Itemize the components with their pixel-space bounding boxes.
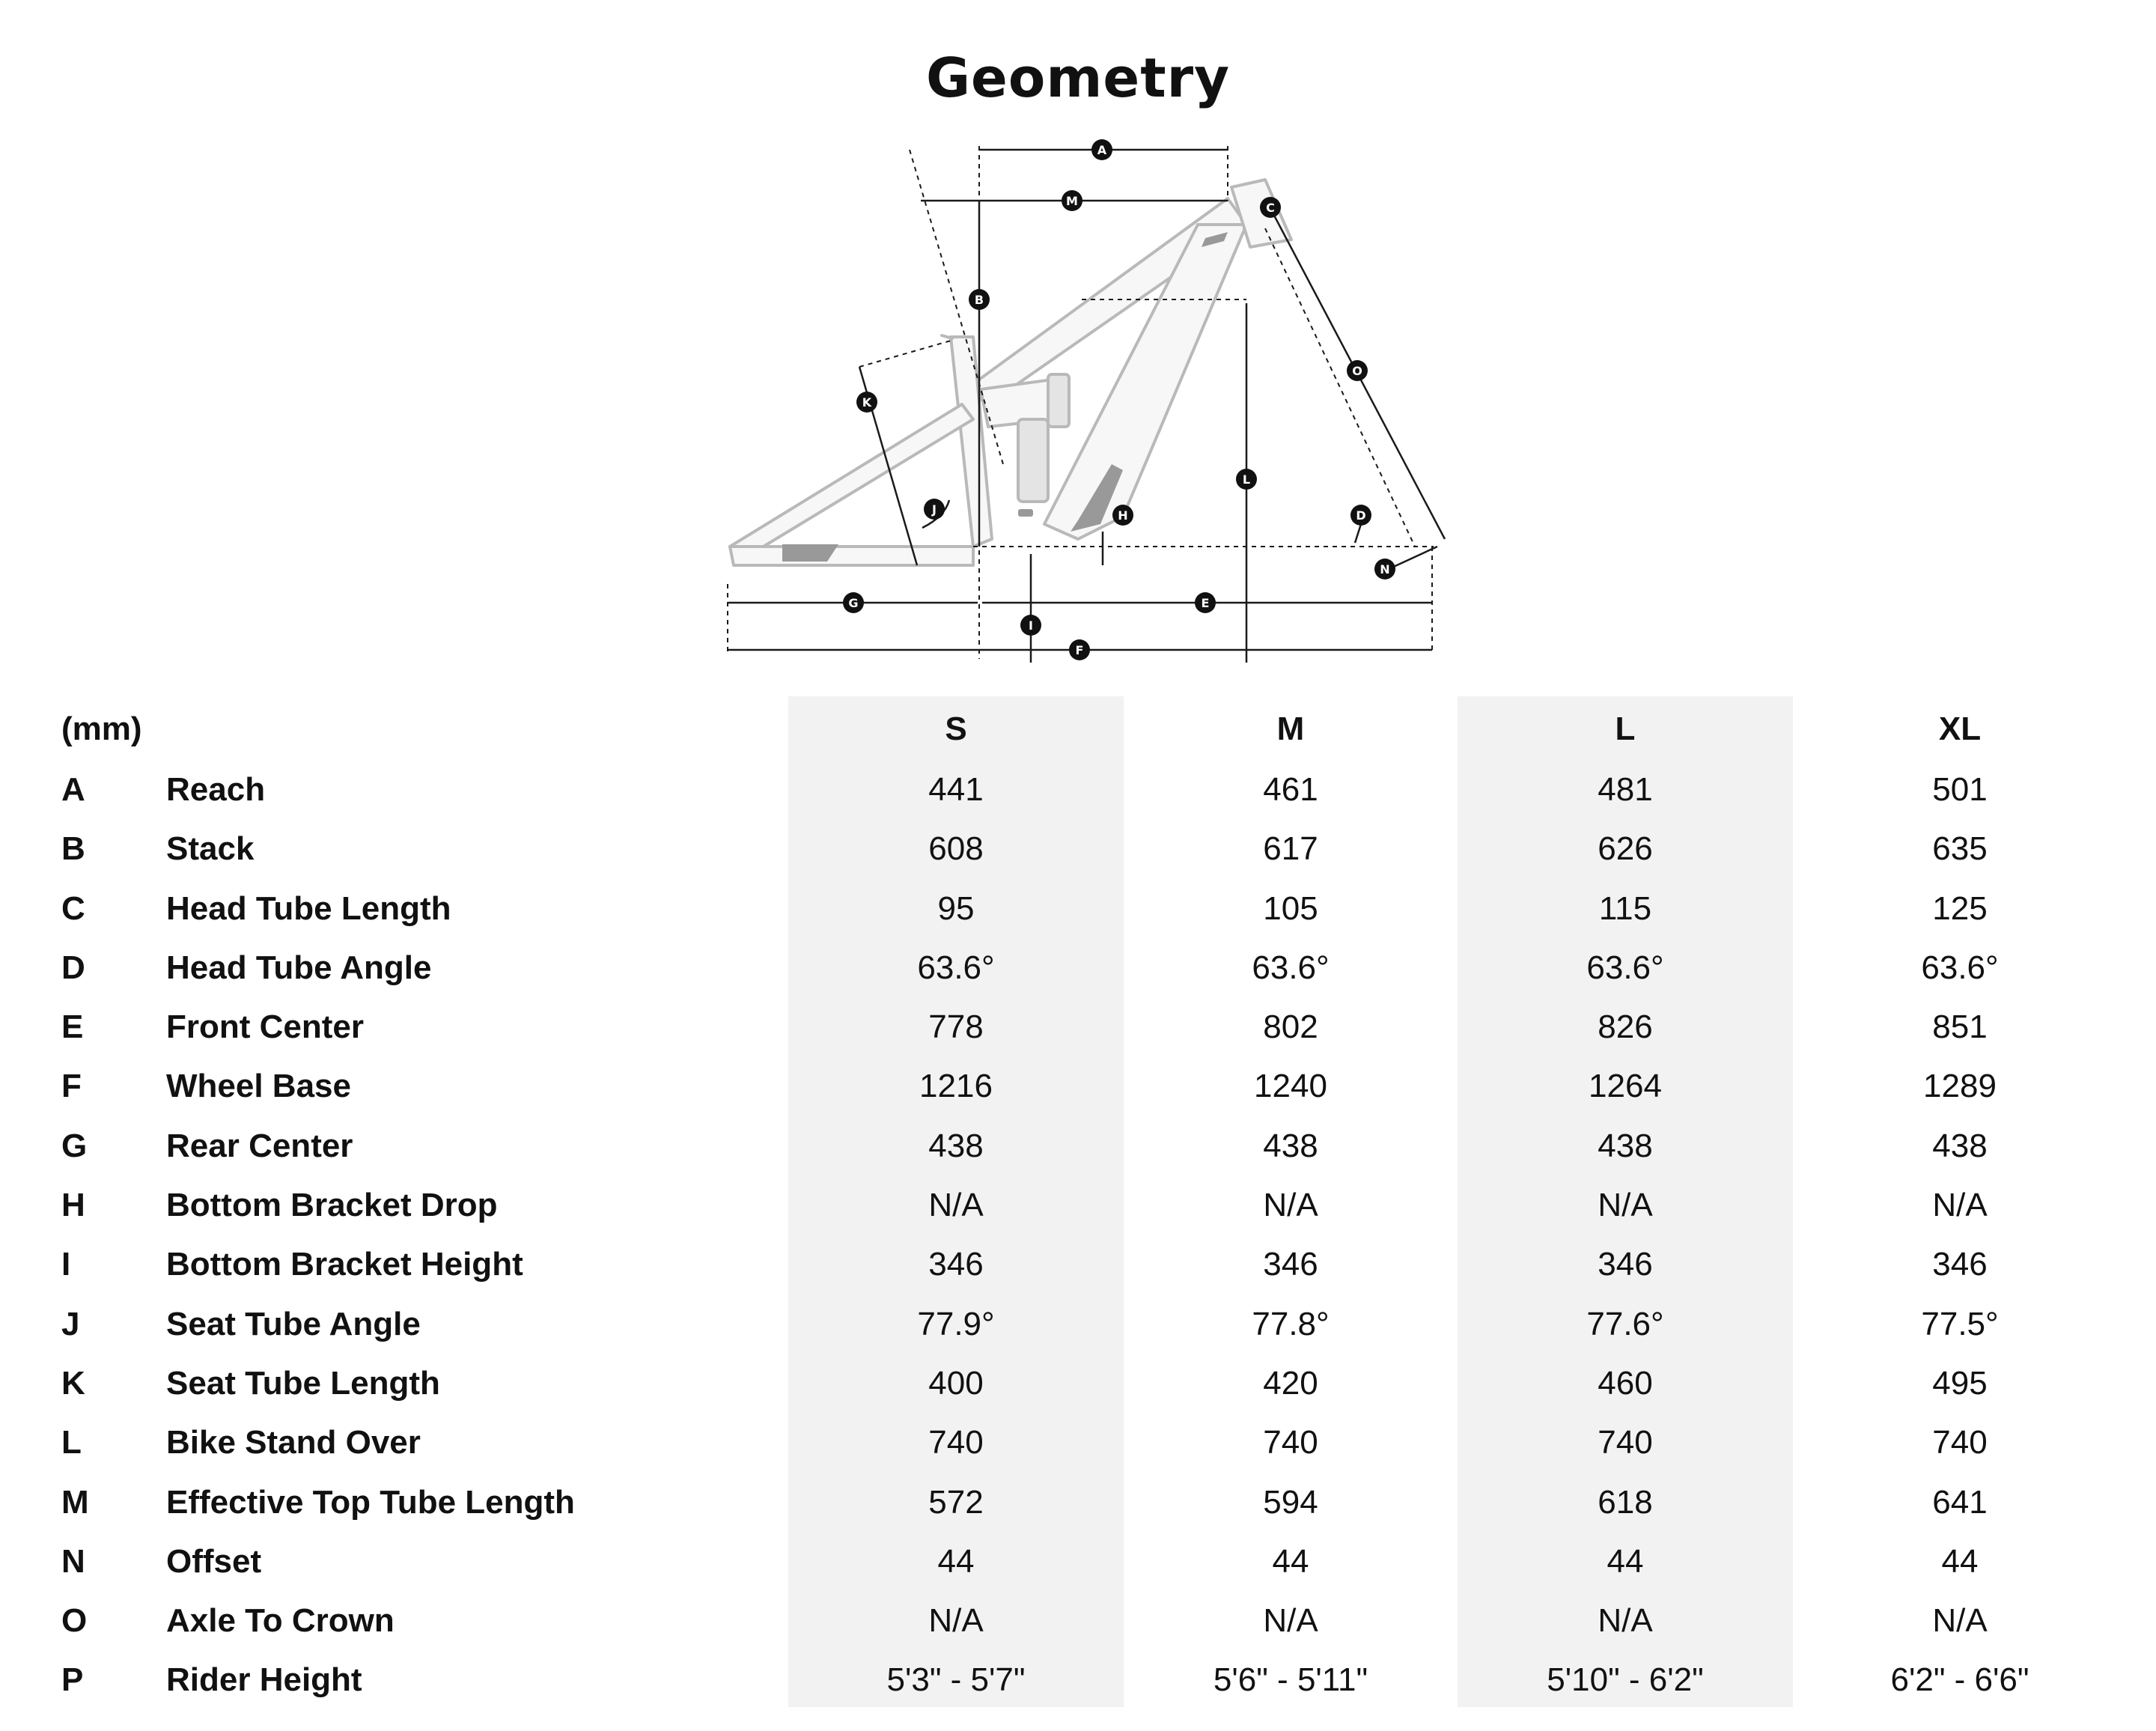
page-title: Geometry — [925, 46, 1231, 109]
marker-c — [1260, 197, 1281, 218]
table-row — [0, 1532, 2156, 1591]
svg-text:O: O — [1352, 364, 1362, 378]
row-letter: B — [61, 830, 85, 868]
row-letter: F — [61, 1068, 82, 1105]
row-label: Effective Top Tube Length — [166, 1483, 575, 1521]
row-value: 740 — [1932, 1424, 1988, 1461]
row-value: 44 — [1272, 1542, 1309, 1580]
row-value: 740 — [1263, 1424, 1318, 1461]
row-value: 802 — [1263, 1009, 1318, 1046]
row-value: 617 — [1263, 830, 1318, 868]
svg-text:K: K — [862, 395, 872, 410]
row-value: 63.6° — [1586, 949, 1664, 986]
row-letter: H — [61, 1187, 85, 1224]
marker-h — [1112, 505, 1133, 526]
row-value: 626 — [1598, 830, 1653, 868]
row-label: Seat Tube Angle — [166, 1305, 421, 1342]
table-row — [0, 997, 2156, 1056]
marker-n — [1374, 559, 1395, 579]
row-value: 346 — [1263, 1246, 1318, 1283]
row-value: 420 — [1263, 1364, 1318, 1402]
row-value: N/A — [928, 1187, 984, 1224]
row-value: 1289 — [1923, 1068, 1997, 1105]
svg-text:L: L — [1242, 472, 1251, 487]
row-value: 826 — [1598, 1009, 1653, 1046]
table-row — [0, 1295, 2156, 1354]
svg-text:F: F — [1075, 643, 1084, 657]
row-value: 77.5° — [1921, 1305, 1999, 1342]
bike-geometry-diagram — [704, 135, 1482, 674]
row-value: 5'3" - 5'7" — [886, 1661, 1026, 1699]
row-value: N/A — [1932, 1187, 1988, 1224]
row-letter: C — [61, 889, 85, 927]
row-label: Wheel Base — [166, 1068, 351, 1105]
marker-j — [924, 499, 945, 520]
row-value: N/A — [1263, 1187, 1318, 1224]
row-value: 460 — [1598, 1364, 1653, 1402]
row-value: 5'10" - 6'2" — [1547, 1661, 1704, 1699]
row-value: 346 — [1598, 1246, 1653, 1283]
svg-text:G: G — [848, 596, 859, 610]
row-value: 346 — [1932, 1246, 1988, 1283]
table-row — [0, 879, 2156, 938]
row-label: Stack — [166, 830, 255, 868]
row-value: 44 — [1607, 1542, 1644, 1580]
row-value: 77.8° — [1252, 1305, 1330, 1342]
row-value: 495 — [1932, 1364, 1988, 1402]
table-row — [0, 1116, 2156, 1175]
row-value: 438 — [1598, 1127, 1653, 1164]
marker-e — [1195, 592, 1216, 613]
row-value: 641 — [1932, 1483, 1988, 1521]
table-row — [0, 1591, 2156, 1650]
svg-text:N: N — [1380, 562, 1390, 577]
marker-o — [1347, 360, 1368, 381]
size-header-l: L — [1615, 711, 1636, 747]
svg-text:E: E — [1201, 596, 1210, 610]
row-value: N/A — [928, 1602, 984, 1640]
row-value: 5'6" - 5'11" — [1213, 1661, 1368, 1699]
row-label: Seat Tube Length — [166, 1364, 440, 1402]
svg-text:A: A — [1097, 143, 1107, 157]
row-value: 740 — [928, 1424, 984, 1461]
row-label: Offset — [166, 1542, 262, 1580]
frame-chain-stay — [730, 547, 973, 565]
row-letter: J — [61, 1305, 80, 1342]
row-value: 608 — [928, 830, 984, 868]
row-value: N/A — [1598, 1602, 1653, 1640]
row-value: 346 — [928, 1246, 984, 1283]
row-value: 44 — [937, 1542, 975, 1580]
row-letter: G — [61, 1127, 88, 1164]
table-row — [0, 819, 2156, 878]
row-label: Bottom Bracket Height — [166, 1246, 523, 1283]
row-value: 400 — [928, 1364, 984, 1402]
row-letter: E — [61, 1009, 84, 1046]
table-row — [0, 760, 2156, 819]
row-value: 77.9° — [917, 1305, 995, 1342]
row-value: 115 — [1598, 889, 1652, 927]
marker-b — [969, 289, 990, 310]
row-value: N/A — [1598, 1187, 1653, 1224]
marker-f — [1069, 639, 1090, 660]
marker-i — [1020, 615, 1041, 636]
row-label: Head Tube Angle — [166, 949, 432, 986]
marker-m — [1062, 190, 1082, 211]
table-row — [0, 1650, 2156, 1709]
svg-text:H: H — [1118, 508, 1128, 523]
table-row — [0, 1354, 2156, 1413]
table-row — [0, 1473, 2156, 1532]
rear-shock — [1018, 419, 1048, 502]
row-value: 778 — [928, 1009, 984, 1046]
row-value: 618 — [1598, 1483, 1653, 1521]
table-row — [0, 1056, 2156, 1116]
frame-seat-stay — [730, 404, 973, 558]
geometry-table — [0, 696, 2156, 1710]
size-header-xl: XL — [1938, 711, 1982, 747]
marker-a — [1091, 139, 1112, 160]
row-value: 63.6° — [917, 949, 995, 986]
row-value: 6'2" - 6'6" — [1890, 1661, 2029, 1699]
row-value: 63.6° — [1252, 949, 1330, 986]
size-header-m: M — [1276, 711, 1305, 747]
row-value: N/A — [1263, 1602, 1318, 1640]
row-value: 438 — [1263, 1127, 1318, 1164]
row-value: 1264 — [1589, 1068, 1662, 1105]
table-row — [0, 1413, 2156, 1472]
row-value: 125 — [1932, 889, 1988, 927]
row-letter: O — [61, 1602, 88, 1640]
marker-d — [1350, 505, 1371, 526]
row-value: 501 — [1932, 771, 1988, 808]
row-letter: P — [61, 1661, 84, 1699]
svg-text:J: J — [932, 502, 937, 517]
row-value: 635 — [1932, 830, 1988, 868]
row-label: Bottom Bracket Drop — [166, 1187, 498, 1224]
row-value: 481 — [1598, 771, 1653, 808]
row-label: Reach — [166, 771, 266, 808]
row-letter: A — [61, 771, 85, 808]
row-value: 44 — [1941, 1542, 1979, 1580]
marker-l — [1236, 469, 1257, 490]
table-header-row — [0, 696, 2156, 760]
frame-seat-tube — [951, 337, 992, 547]
svg-text:M: M — [1066, 194, 1078, 208]
row-label: Front Center — [166, 1009, 364, 1046]
row-label: Rear Center — [166, 1127, 353, 1164]
marker-g — [843, 592, 864, 613]
row-letter: I — [61, 1246, 71, 1283]
row-value: 740 — [1598, 1424, 1653, 1461]
row-value: 441 — [928, 771, 984, 808]
row-label: Bike Stand Over — [166, 1424, 421, 1461]
row-value: 105 — [1263, 889, 1318, 927]
row-label: Head Tube Length — [166, 889, 451, 927]
row-label: Axle To Crown — [166, 1602, 395, 1640]
row-value: 1240 — [1254, 1068, 1327, 1105]
row-value: 572 — [928, 1483, 984, 1521]
row-value: 95 — [937, 889, 975, 927]
marker-k — [856, 392, 877, 413]
size-header-s: S — [945, 711, 967, 747]
svg-text:D: D — [1356, 508, 1366, 523]
svg-text:C: C — [1266, 201, 1275, 215]
row-value: 851 — [1932, 1009, 1988, 1046]
row-value: 594 — [1263, 1483, 1318, 1521]
row-value: 63.6° — [1921, 949, 1999, 986]
row-value: 438 — [928, 1127, 984, 1164]
table-row — [0, 938, 2156, 997]
row-letter: D — [61, 949, 85, 986]
svg-text:B: B — [974, 293, 984, 307]
row-value: 461 — [1263, 771, 1318, 808]
row-label: Rider Height — [166, 1661, 362, 1699]
row-value: 1216 — [919, 1068, 993, 1105]
row-letter: L — [61, 1424, 82, 1461]
svg-text:I: I — [1029, 618, 1033, 633]
row-letter: K — [61, 1364, 85, 1402]
row-value: 77.6° — [1586, 1305, 1664, 1342]
table-row — [0, 1175, 2156, 1235]
row-letter: N — [61, 1542, 85, 1580]
row-value: N/A — [1932, 1602, 1988, 1640]
unit-label: (mm) — [61, 711, 142, 747]
row-letter: M — [61, 1483, 89, 1521]
table-row — [0, 1235, 2156, 1294]
row-value: 438 — [1932, 1127, 1988, 1164]
